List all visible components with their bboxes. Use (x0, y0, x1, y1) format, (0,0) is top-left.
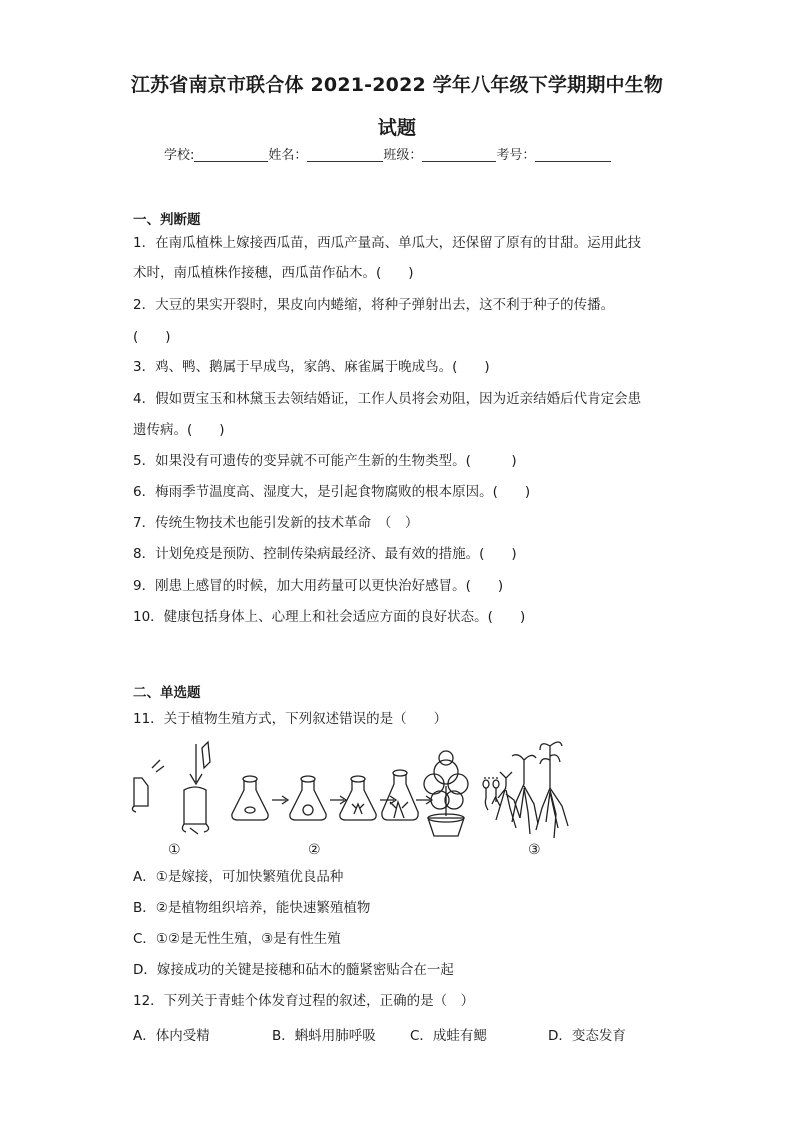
question-11-option-b: B．②是植物组织培养，能快速繁殖植物 (133, 900, 371, 916)
question-line: 5．如果没有可遗传的变异就不可能产生新的生物类型。( ) (133, 453, 517, 469)
question-line: 8．计划免疫是预防、控制传染病最经济、最有效的措施。( ) (133, 546, 517, 562)
section-heading-single-choice: 二、单选题 (133, 685, 201, 701)
question-11-stem: 11．关于植物生殖方式，下列叙述错误的是（ ） (133, 711, 448, 727)
student-info-row (164, 144, 611, 163)
school-label: 学校: (164, 148, 195, 163)
rootstock-small-drawing (134, 778, 148, 806)
question-line: 2．大豆的果实开裂时，果皮向内蜷缩，将种子弹射出去，这不利于种子的传播。 (133, 297, 615, 313)
question-line: 遗传病。( ) (133, 422, 225, 438)
class-label: 班级： (383, 148, 423, 163)
name-label: 姓名： (268, 148, 308, 163)
arrow-down-drawing (190, 744, 202, 784)
culture-flask-4 (382, 770, 418, 820)
name-blank (307, 147, 383, 162)
question-11-option-c: C．①②是无性生殖，③是有性生殖 (133, 931, 341, 947)
question-line: 9．刚患上感冒的时候，加大用药量可以更快治好感冒。( ) (133, 578, 504, 594)
question-12-stem: 12．下列关于青蛙个体发育过程的叙述，正确的是（ ） (133, 993, 475, 1009)
question-12-option-a: A．体内受精 (133, 1028, 210, 1044)
question-line: ( ) (133, 329, 171, 345)
question-12-option-c: C．成蛙有鳃 (410, 1028, 487, 1044)
question-line: 7．传统生物技术也能引发新的技术革命 （ ） (133, 515, 419, 531)
page-title-continued: 试题 (377, 117, 417, 139)
plant-reproduction-illustration (128, 738, 588, 863)
figure-label-2: ② (308, 842, 321, 858)
figure-label-3: ③ (528, 842, 541, 858)
question-12-option-d: D．变态发育 (548, 1028, 626, 1044)
seedling-growth-drawing (483, 742, 568, 838)
potted-plant-drawing (424, 751, 468, 836)
plant-reproduction-figure (128, 738, 588, 863)
culture-flask-3 (340, 776, 376, 820)
question-11-option-d: D．嫁接成功的关键是接穗和砧木的髓紧密贴合在一起 (133, 962, 454, 978)
arrow-right-drawing (272, 796, 288, 804)
question-line: 术时，南瓜植株作接穗，西瓜苗作砧木。( ) (133, 265, 414, 281)
question-line: 3．鸡、鸭、鹅属于早成鸟，家鸽、麻雀属于晚成鸟。( ) (133, 359, 490, 375)
class-blank (422, 147, 496, 162)
section-heading-judgment: 一、判断题 (133, 212, 201, 228)
question-line: 10．健康包括身体上、心理上和社会适应方面的良好状态。( ) (133, 609, 526, 625)
number-blank (535, 147, 611, 162)
culture-flask-1 (232, 776, 268, 820)
page-title: 江苏省南京市联合体 2021-2022 学年八年级下学期期中生物 (130, 74, 664, 96)
number-label: 考号： (496, 148, 536, 163)
school-blank (194, 147, 268, 162)
question-line: 6．梅雨季节温度高、湿度大，是引起食物腐败的根本原因。( ) (133, 484, 531, 500)
question-12-option-b: B．蝌蚪用肺呼吸 (272, 1028, 376, 1044)
rootstock-large-drawing (184, 787, 206, 824)
scion-twig-drawing (152, 760, 164, 772)
question-11-option-a: A．①是嫁接，可加快繁殖优良品种 (133, 869, 344, 885)
question-line: 4．假如贾宝玉和林黛玉去领结婚证，工作人员将会劝阻，因为近亲结婚后代肯定会患 (133, 391, 642, 407)
question-line: 1．在南瓜植株上嫁接西瓜苗，西瓜产量高、单瓜大，还保留了原有的甘甜。运用此技 (133, 235, 642, 251)
figure-label-1: ① (168, 842, 181, 858)
culture-flask-2 (290, 776, 326, 820)
